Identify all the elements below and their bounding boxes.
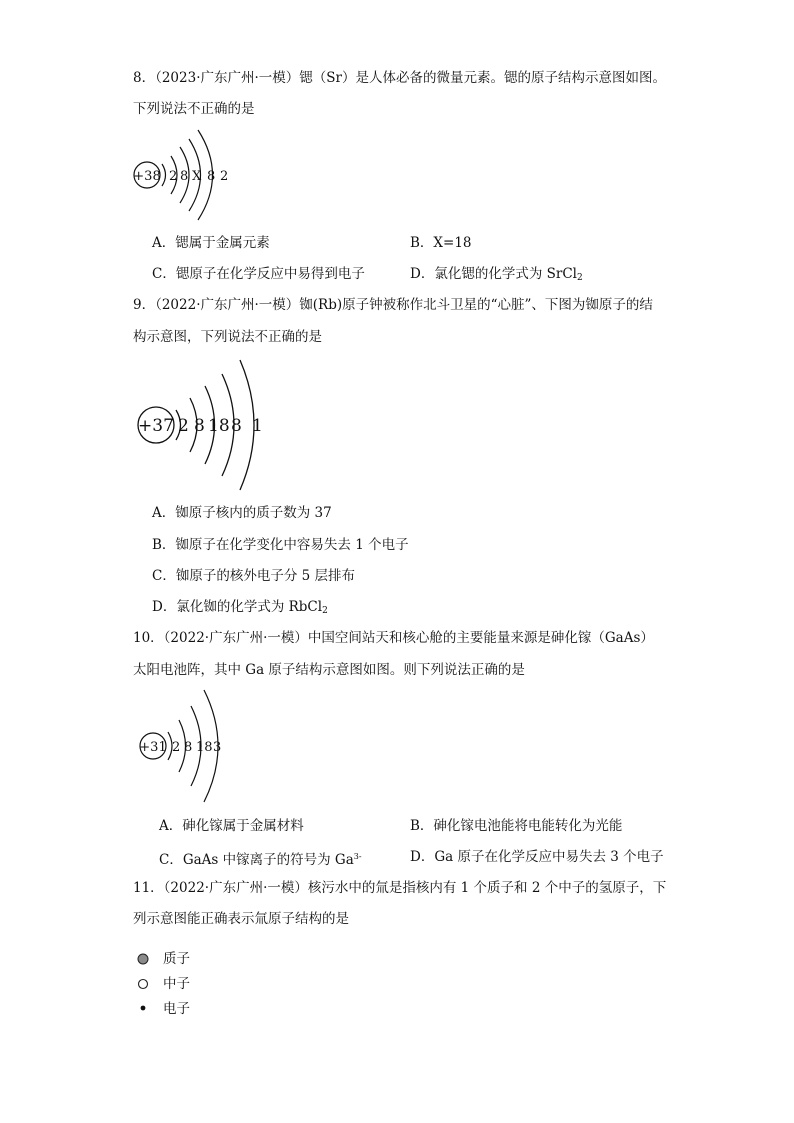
q11-stem-line1: 11．（2022·广东广州·一模）核污水中的氚是指核内有 1 个质子和 2 个中子的氢原子，下 [133, 880, 667, 896]
shell-electron-count: 1 [252, 416, 263, 436]
shell-electron-count: X [192, 169, 202, 184]
shell-electron-count: 3 [213, 740, 222, 755]
shell-electron-count: 2 [169, 169, 178, 184]
q10-option-a: A．砷化镓属于金属材料 [159, 818, 304, 834]
q10-option-d: D．Ga 原子在化学反应中易失去 3 个电子 [410, 849, 664, 865]
nucleus-charge: +37 [138, 416, 174, 436]
q10-option-b: B．砷化镓电池能将电能转化为光能 [410, 818, 623, 834]
shell-electron-count: 2 [220, 169, 229, 184]
legend-label-neutron: 中子 [163, 976, 190, 992]
shell-electron-count: 2 [172, 740, 181, 755]
q9-option-a: A．铷原子核内的质子数为 37 [152, 505, 332, 521]
legend-label-proton: 质子 [163, 951, 190, 967]
shell-electron-count: 18 [196, 740, 213, 755]
proton-symbol-icon [136, 952, 150, 966]
shell-electron-count: 2 [178, 416, 189, 436]
q9-option-c: C．铷原子的核外电子分 5 层排布 [152, 568, 356, 584]
shell-electron-count: 8 [180, 169, 189, 184]
q10-stem-line1: 10．（2022·广东广州·一模）中国空间站天和核心舱的主要能量来源是砷化镓（GaAs） [133, 630, 654, 646]
legend-label-electron: 电子 [163, 1001, 190, 1017]
q11-stem-line2: 列示意图能正确表示氚原子结构的是 [133, 911, 349, 927]
nucleus-charge: +31 [139, 740, 167, 755]
q8-option-b: B．X=18 [410, 235, 472, 251]
neutron-symbol-icon [136, 977, 150, 991]
electron-symbol-icon [138, 1003, 148, 1013]
q8-atom-structure-diagram [128, 125, 268, 225]
shell-electron-count: 18 [208, 416, 230, 436]
shell-electron-count: 8 [231, 416, 242, 436]
q9-option-b: B．铷原子在化学变化中容易失去 1 个电子 [152, 537, 409, 553]
q8-option-d: D．氯化锶的化学式为 SrCl$_2$ [410, 266, 583, 283]
q9-atom-structure-diagram [128, 358, 278, 498]
q8-option-c: C．锶原子在化学反应中易得到电子 [152, 266, 365, 282]
q9-option-d: D．氯化铷的化学式为 RbCl$_2$ [152, 599, 328, 616]
q9-stem-line2: 构示意图，下列说法不正确的是 [133, 329, 322, 345]
shell-electron-count: 8 [184, 740, 193, 755]
q8-stem-line2: 下列说法不正确的是 [133, 101, 255, 117]
shell-electron-count: 8 [207, 169, 216, 184]
nucleus-charge: +38 [133, 169, 161, 184]
shell-electron-count: 8 [194, 416, 205, 436]
q8-stem-line1: 8．（2023·广东广州·一模）锶（Sr）是人体必备的微量元素。锶的原子结构示意图如图。 [133, 70, 666, 86]
q10-stem-line2: 太阳电池阵，其中 Ga 原子结构示意图如图。则下列说法正确的是 [133, 662, 525, 678]
q10-option-c: C．GaAs 中镓离子的符号为 $Ga^{3-}$ [159, 852, 362, 868]
q8-option-a: A．锶属于金属元素 [152, 235, 270, 251]
q9-stem-line1: 9．（2022·广东广州·一模）铷(Rb)原子钟被称作北斗卫星的“心脏”、下图为铷原子的结 [133, 297, 653, 313]
shell-arc [162, 164, 166, 186]
q10-atom-structure-diagram [128, 686, 248, 810]
